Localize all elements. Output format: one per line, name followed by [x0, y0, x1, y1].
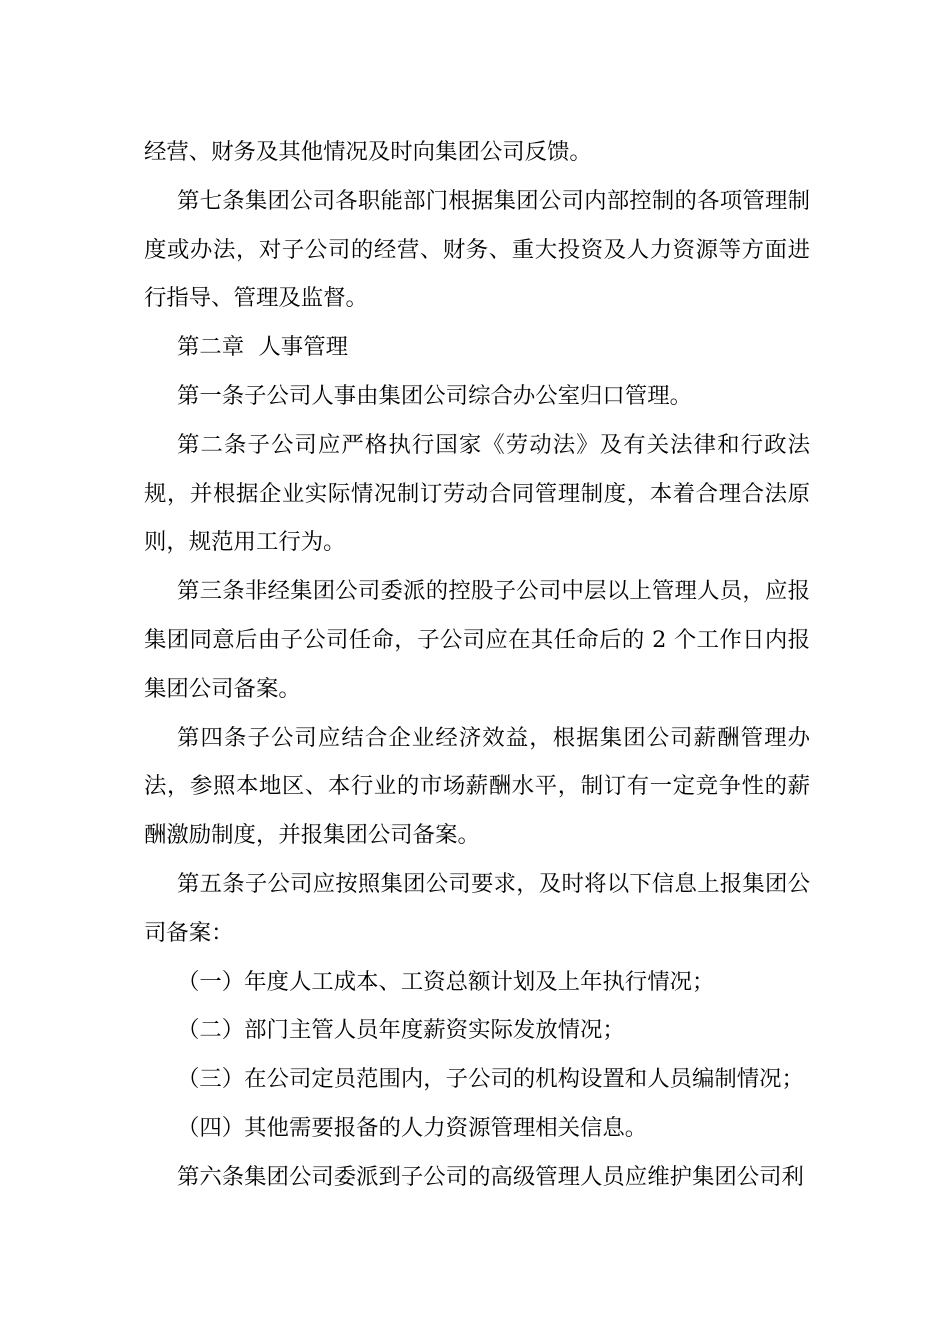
paragraph-article-4: 第四条子公司应结合企业经济效益，根据集团公司薪酬管理办法，参照本地区、本行业的市场薪酬水平，制订有一定竞争性的薪酬激励制度，并报集团公司备案。	[144, 724, 810, 849]
paragraph-article-5: 第五条子公司应按照集团公司要求，及时将以下信息上报集团公司备案：	[144, 870, 810, 946]
paragraph-continuation: 经营、财务及其他情况及时向集团公司反馈。	[144, 139, 592, 165]
document-body	[144, 128, 810, 1202]
paragraph-article-1: 第一条子公司人事由集团公司综合办公室归口管理。	[177, 382, 692, 409]
list-item-1: （一）年度人工成本、工资总额计划及上年执行情况；	[177, 968, 715, 995]
paragraph-article-3: 第三条非经集团公司委派的控股子公司中层以上管理人员，应报集团同意后由子公司任命，子公司应在其任命后的 2 个工作日内报集团公司备案。	[144, 578, 810, 702]
list-item-2: （二）部门主管人员年度薪资实际发放情况；	[177, 1017, 625, 1044]
paragraph-article-2: 第二条子公司应严格执行国家《劳动法》及有关法律和行政法规，并根据企业实际情况制订劳动合同管理制度，本着合理合法原则，规范用工行为。	[144, 431, 810, 556]
paragraph-article-7: 第七条集团公司各职能部门根据集团公司内部控制的各项管理制度或办法，对子公司的经营、财务、重大投资及人力资源等方面进行指导、管理及监督。	[144, 187, 810, 312]
list-item-4: （四）其他需要报备的人力资源管理相关信息。	[177, 1114, 648, 1141]
chapter-heading: 第二章 人事管理	[177, 334, 348, 361]
paragraph-article-6: 第六条集团公司委派到子公司的高级管理人员应维护集团公司利	[177, 1163, 804, 1190]
list-item-3: （三）在公司定员范围内，子公司的机构设置和人员编制情况；	[177, 1066, 804, 1093]
